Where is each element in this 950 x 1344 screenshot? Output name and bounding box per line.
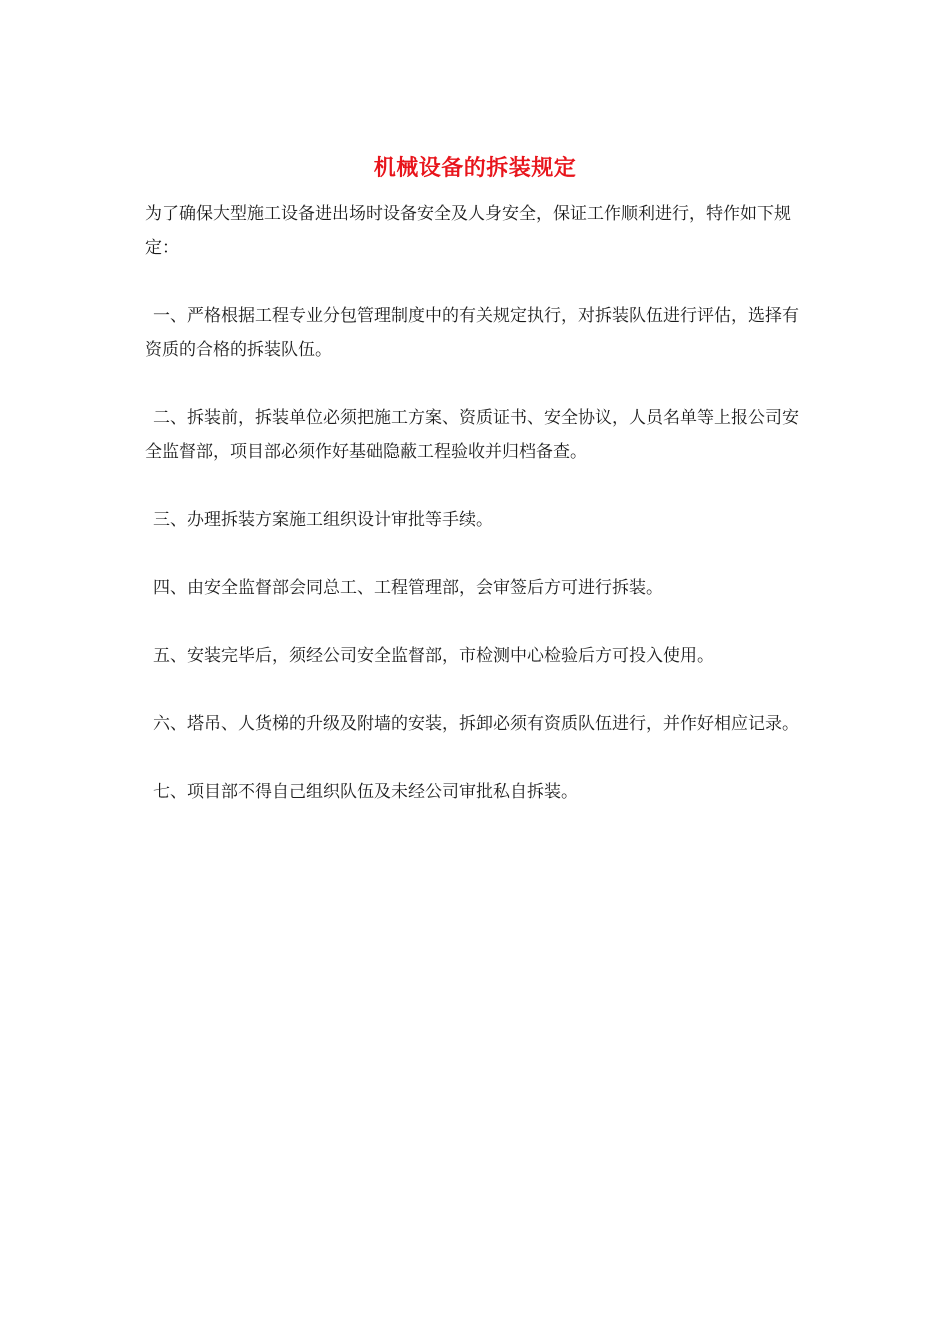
paragraph-gap — [145, 673, 815, 707]
document-title: 机械设备的拆装规定 — [373, 155, 577, 181]
rule-item-5: 五、安装完毕后，须经公司安全监督部，市检测中心检验后方可投入使用。 — [153, 646, 714, 666]
paragraph-gap — [145, 537, 815, 571]
document-body — [145, 197, 815, 809]
paragraph-gap — [145, 741, 815, 775]
rule-item-2: 二、拆装前，拆装单位必须把施工方案、资质证书、安全协议，人员名单等上报公司安全监督部，项目部必须作好基础隐蔽工程验收并归档备查。 — [145, 408, 799, 462]
rule-item-1: 一、严格根据工程专业分包管理制度中的有关规定执行，对拆装队伍进行评估，选择有资质的合格的拆装队伍。 — [145, 306, 799, 360]
intro-paragraph: 为了确保大型施工设备进出场时设备安全及人身安全，保证工作顺利进行，特作如下规定： — [145, 204, 791, 258]
paragraph-gap — [145, 605, 815, 639]
paragraph-gap — [145, 469, 815, 503]
paragraph-gap — [145, 367, 815, 401]
rule-item-3: 三、办理拆装方案施工组织设计审批等手续。 — [153, 510, 493, 530]
rule-item-7: 七、项目部不得自己组织队伍及未经公司审批私自拆装。 — [153, 782, 578, 802]
rule-item-6: 六、塔吊、人货梯的升级及附墙的安装，拆卸必须有资质队伍进行，并作好相应记录。 — [153, 714, 799, 734]
paragraph-gap — [145, 265, 815, 299]
rule-item-4: 四、由安全监督部会同总工、工程管理部，会审签后方可进行拆装。 — [153, 578, 663, 598]
